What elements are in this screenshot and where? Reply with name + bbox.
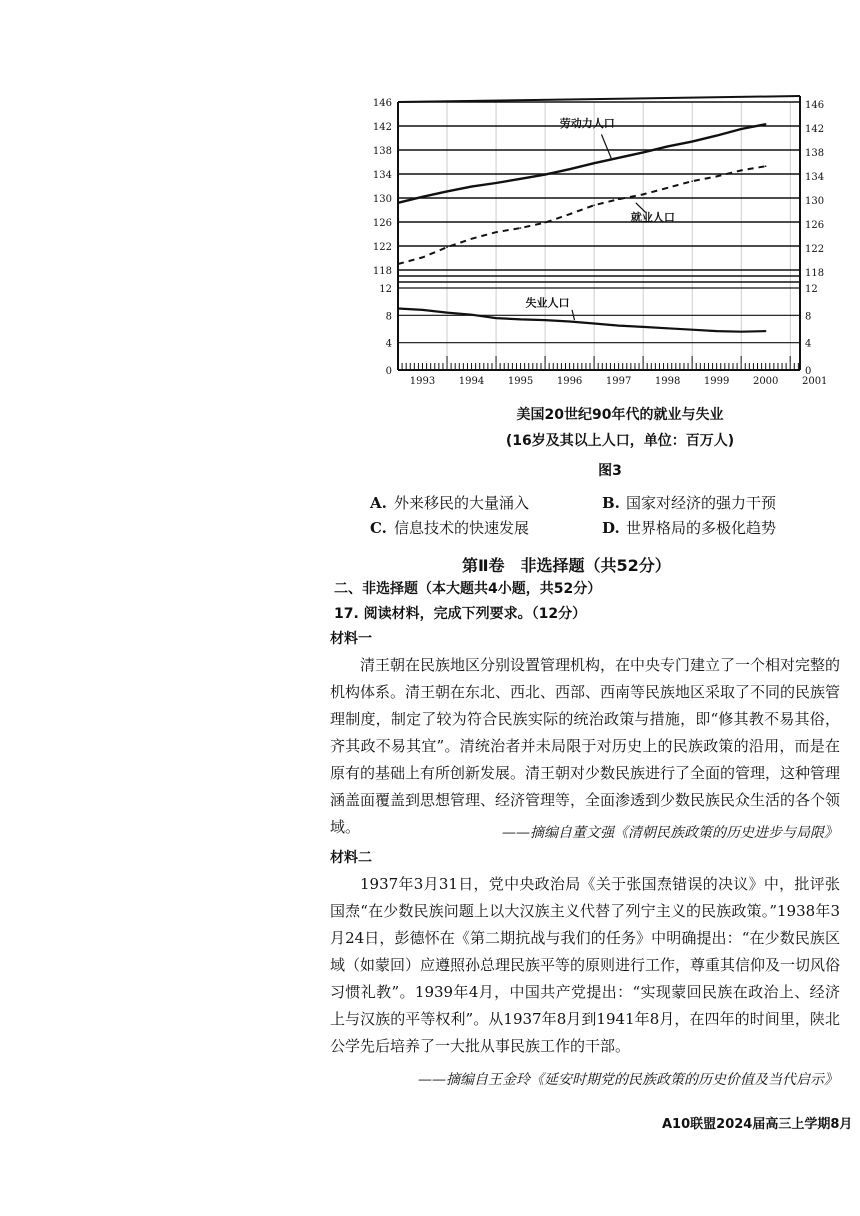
- option-d-text: 世界格局的多极化趋势: [626, 519, 777, 537]
- option-b-text: 国家对经济的强力干预: [626, 494, 777, 512]
- option-d-letter: D.: [602, 519, 620, 537]
- lower-right-tick-label: 4: [805, 338, 812, 350]
- x-tick-label: 1993: [409, 376, 436, 387]
- series-point-1: [765, 123, 767, 125]
- upper-left-tick-label: 122: [372, 242, 392, 253]
- series-point-2: [642, 194, 644, 196]
- series-point-2: [544, 222, 546, 224]
- figure-title: 美国20世纪90年代的就业与失业: [516, 407, 724, 423]
- series-point-1: [397, 202, 399, 204]
- series-point-3: [740, 331, 742, 333]
- question-17: 17. 阅读材料，完成下列要求。（12分）: [334, 606, 587, 622]
- series-point-2: [397, 263, 399, 265]
- label-labor-force-arrow: [601, 134, 611, 158]
- series-point-1: [642, 152, 644, 154]
- material2-label: 材料二: [330, 850, 372, 866]
- material2-text: 1937年3月31日，党中央政治局《关于张国焘错误的决议》中，批评张国焘“在少数民族问题上以大汉族主义代替了列宁主义的民族政策。”1938年3月24日，彭德怀在《第二期抗战与我们的任务》中明确提出：“在少数民族区域（如蒙回）应遵照孙总理民族平等的原则进行工作，尊重其信仰及一切风俗习惯礼教”。1939年4月，中国共产党提出：“实现蒙回民族在政治上、经济上与汉族的平等权利”。从1937年8月到1941年8月，在四年的时间里，陕北公学先后培养了一大批从事民族工作的干部。: [330, 875, 841, 1055]
- page-footer: A10联盟2024届高三上学期8月: [662, 1117, 853, 1132]
- label-labor-force: 劳动力人口: [559, 117, 615, 131]
- part2-subtitle: 二、非选择题（本大题共4小题，共52分）: [334, 581, 602, 597]
- material1-label: 材料一: [330, 631, 372, 647]
- series-point-1: [716, 135, 718, 137]
- series-point-2: [740, 170, 742, 172]
- series-point-1: [471, 186, 473, 188]
- option-a: [370, 492, 529, 513]
- part2-title: 第Ⅱ卷 非选择题（共52分）: [462, 556, 671, 575]
- chart-ticks: [373, 98, 828, 387]
- x-tick-label: 1998: [654, 376, 681, 387]
- upper-left-tick-label: 138: [372, 146, 392, 157]
- option-c-letter: C.: [370, 519, 387, 537]
- series-point-3: [667, 328, 669, 330]
- chart-grid: [398, 102, 800, 370]
- lower-left-tick-label: 8: [385, 311, 392, 323]
- series-point-1: [446, 191, 448, 193]
- upper-left-tick-label: 134: [372, 170, 392, 181]
- series-point-2: [691, 180, 693, 182]
- series-point-2: [618, 198, 620, 200]
- series-point-2: [495, 231, 497, 233]
- upper-right-tick-label: 130: [805, 196, 825, 207]
- employment-chart: [362, 88, 828, 388]
- chart-frame: [398, 96, 800, 370]
- series-point-3: [716, 330, 718, 332]
- upper-right-tick-label: 122: [805, 244, 825, 255]
- x-tick-label: 1997: [605, 376, 632, 387]
- lower-left-tick-label: 0: [385, 366, 392, 377]
- option-a-text: 外来移民的大量涌入: [394, 494, 530, 512]
- upper-right-tick-label: 126: [805, 220, 825, 231]
- series-point-3: [691, 329, 693, 331]
- upper-left-tick-label: 130: [372, 194, 392, 205]
- option-b-letter: B.: [602, 494, 620, 512]
- series-point-3: [765, 330, 767, 332]
- x-tick-label: 2000: [752, 376, 779, 387]
- lower-left-tick-label: 4: [385, 338, 392, 350]
- option-c: [370, 517, 529, 538]
- series-point-3: [520, 319, 522, 321]
- series-point-1: [520, 178, 522, 180]
- upper-right-tick-label: 146: [805, 100, 825, 111]
- series-point-3: [397, 308, 399, 310]
- series-point-3: [495, 317, 497, 319]
- series-point-1: [422, 196, 424, 198]
- chart-labels: [525, 116, 674, 320]
- series-point-1: [495, 182, 497, 184]
- series-point-3: [544, 319, 546, 321]
- series-point-2: [520, 227, 522, 229]
- upper-left-tick-label: 126: [372, 218, 392, 229]
- upper-left-tick-label: 142: [372, 122, 392, 133]
- x-tick-label: 1994: [458, 376, 485, 387]
- series-point-1: [544, 174, 546, 176]
- option-b: [602, 492, 776, 513]
- series-point-1: [593, 162, 595, 164]
- series-point-3: [569, 321, 571, 323]
- series-point-2: [422, 257, 424, 259]
- series-point-3: [471, 314, 473, 316]
- chart-series: [397, 123, 766, 332]
- series-point-1: [569, 168, 571, 170]
- series-point-3: [422, 309, 424, 311]
- option-c-text: 信息技术的快速发展: [394, 519, 530, 537]
- material2-source: ——摘编自王金玲《延安时期党的民族政策的历史价值及当代启示》: [418, 1072, 838, 1088]
- label-unemployed: 失业人口: [525, 296, 570, 310]
- series-point-2: [471, 238, 473, 240]
- upper-right-tick-label: 118: [805, 268, 825, 279]
- series-point-2: [446, 246, 448, 248]
- upper-left-tick-label: 146: [372, 98, 392, 109]
- option-d: [602, 517, 776, 538]
- upper-right-tick-label: 142: [805, 124, 825, 135]
- series-point-2: [716, 176, 718, 178]
- figure-subtitle: (16岁及其以上人口，单位：百万人): [505, 433, 735, 449]
- figure-number: 图3: [598, 463, 622, 479]
- series-point-2: [569, 213, 571, 215]
- x-tick-label: 1995: [507, 376, 534, 387]
- series-point-2: [765, 165, 767, 167]
- series-point-1: [740, 128, 742, 130]
- material1-text: 清王朝在民族地区分别设置管理机构，在中央专门建立了一个相对完整的机构体系。清王朝在东北、西北、西部、西南等民族地区采取了不同的民族管理制度，制定了较为符合民族实际的统治政策与措施，即“修其教不易其俗，齐其政不易其宜”。清统治者并未局限于对历史上的民族政策的沿用，而是在原有的基础上有所创新发展。清王朝对少数民族进行了全面的管理，这种管理涵盖面覆盖到思想管理、经济管理等，全面渗透到少数民族民众生活的各个领域。: [330, 656, 841, 836]
- series-line-3: [398, 309, 766, 332]
- upper-left-tick-label: 118: [372, 266, 392, 277]
- series-point-2: [667, 187, 669, 189]
- x-tick-label: 1999: [703, 376, 730, 387]
- lower-right-tick-label: 8: [805, 311, 812, 323]
- series-point-2: [593, 204, 595, 206]
- series-line-1: [398, 124, 766, 203]
- series-point-1: [691, 141, 693, 143]
- lower-right-tick-label: 12: [805, 284, 818, 295]
- series-line-2: [398, 166, 766, 264]
- lower-left-tick-label: 12: [379, 284, 392, 295]
- x-tick-label: 2001: [801, 376, 828, 387]
- chart-top-border: [398, 96, 800, 102]
- series-point-3: [618, 325, 620, 327]
- series-point-3: [593, 323, 595, 325]
- upper-right-tick-label: 134: [805, 172, 825, 183]
- upper-right-tick-label: 138: [805, 148, 825, 159]
- x-tick-label: 1996: [556, 376, 583, 387]
- label-employed: 就业人口: [630, 210, 675, 224]
- option-a-letter: A.: [370, 494, 387, 512]
- series-point-3: [446, 312, 448, 314]
- material1-source: ——摘编自董文强《清朝民族政策的历史进步与局限》: [502, 825, 838, 841]
- series-point-3: [642, 326, 644, 328]
- series-point-1: [618, 157, 620, 159]
- series-point-1: [667, 146, 669, 148]
- lower-right-tick-label: 0: [805, 366, 812, 377]
